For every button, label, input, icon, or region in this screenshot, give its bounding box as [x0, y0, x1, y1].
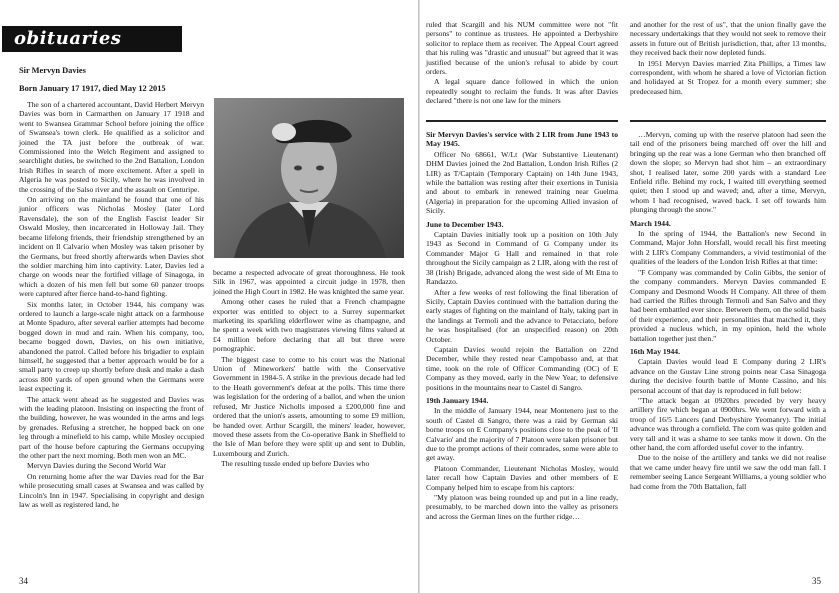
paragraph: On arriving on the mainland he found that one of his junior officers was Nicholas Mosley (later Lord Ravensdale), the son of the English Fascist leader Sir Oswald Mosley, then incarcerated in Holloway Jail. They became lifelong friends, their friendship strengthened by an incident on Il Calvario when Mosley was taken prisoner by the Germans, but freed shortly afterwards when Davies shot the soldier marching him into captivity. Later, Davies led a charge on woods near the fortified village of Sinagoga, in which a dozen of his men fell but some 60 panzer troops were captured after fierce hand-to-hand fighting.	[19, 195, 204, 299]
soldier-portrait-image	[214, 98, 404, 258]
paragraph: and another for the rest of us", that the union finally gave the necessary undertakings that they would not seek to remove their assets in future out of British jurisdiction, that, after 13 months, they received back their now depleted funds.	[630, 20, 826, 58]
column-1	[19, 100, 204, 510]
paragraph: The biggest case to come to his court was the National Union of Mineworkers' battle with the Conservative Government in 1984-5. A strike in the previous decade had led to the Heath government's defeat at the polls. This time there was legislation for the ordering of a ballot, and when the union refused, Mr Justice Nicholls imposed a £200,000 fine and ordered that the union's assets, amounting to some £9 million, be handed over. Arthur Scargill, the miners' leader, however, moved these assets from the Co-operative Bank in Sheffield to the Isle of Man before they were split up and sent to Dublin, Luxembourg and Zurich.	[213, 354, 405, 458]
column-6	[630, 130, 826, 492]
section-divider	[426, 120, 618, 122]
subheading: 16th May 1944.	[630, 346, 680, 356]
column-4	[630, 20, 826, 97]
paragraph: Captain Davies would rejoin the Battalion on 22nd December, while they rested near Campobasso and, at that time, took on the role of Officer Commanding (OC) of E Company as they moved, early in the New Year, to defensive positions in the mountains near to Castel di Sangro.	[426, 344, 618, 392]
paragraph: "My platoon was being rounded up and put in a line ready, presumably, to be marched down into the valley as prisoners and across the German lines on the further ridge…	[426, 493, 618, 521]
page-number-right: 35	[812, 576, 821, 586]
paragraph: In 1951 Mervyn Davies married Zita Phillips, a Times law correspondent, with whom he shared a love of Victorian fiction and holidayed at St Tropez for a month every summer; she predeceased him.	[630, 58, 826, 96]
subheading: 19th January 1944.	[426, 395, 489, 405]
paragraph: ruled that Scargill and his NUM committee were not "fit persons" to continue as trustees. He appointed a Derbyshire solicitor to replace them as receiver. The Appeal Court agreed that his ruling was "drastic and unusual" but agreed that it was justified because of the union's refusal to abide by court orders.	[426, 20, 618, 77]
paragraph: became a respected advocate of great thoroughness. He took Silk in 1967, was appointed a circuit judge in 1978, then joined the High Court in 1982. He was knighted the same year.	[213, 268, 405, 296]
paragraph: Officer No 68661, W/Lt (War Substantive Lieutenant) DHM Davies joined the 2nd Battalion, London Irish Rifles (2 LIR) as T/Captain (Temporary Captain) on 14th June 1943, while the battalion was resting after their exertions in Tunisia and about to embark in renewed training near Guelma (Algeria) in preparation for the upcoming Allied invasion of Sicily.	[426, 149, 618, 216]
paragraph: "F Company was commanded by Colin Gibbs, the senior of the company commanders. Mervyn Davies commanded E Company and Desmond Woods H Company. All three of them had carried the Rifles through Termoli and San Salvo and they had been embattled ever since. Between them, on the solid basis of their experience, and their personalities that matched it, they provided a nucleus which, in my opinion, held the whole battalion together just then."	[630, 267, 826, 343]
subheading: March 1944.	[630, 218, 671, 228]
paragraph: After a few weeks of rest following the final liberation of Sicily, Captain Davies continued with the battalion during the early stages of fighting on the mainland of Italy, taking part in the landings at Termoli and the advance to Petacciato, before he was hospitalised (for an unspecified reason) on 20th October.	[426, 287, 618, 344]
portrait-photo	[214, 98, 404, 258]
section-banner	[2, 26, 182, 52]
column-2	[213, 268, 405, 470]
column-5	[426, 130, 618, 522]
paragraph: Platoon Commander, Lieutenant Nicholas Mosley, would later recall how Captain Davies and other members of E Company helped him to escape from his captors:	[426, 463, 618, 492]
column-3	[426, 20, 618, 107]
paragraph: The son of a chartered accountant, David Herbert Mervyn Davies was born in Carmarthen on January 17 1918 and went to Swansea Grammar School before joining the office of Swansea's town clerk. He qualified as a solicitor and joined the TA just before the outbreak of war. Commissioned into the Welch Regiment and assigned to searchlight duties, he switched to the 2nd Battalion, London Irish Rifles in search of more excitement. After a spell in Algeria he was posted to Sicily, where he was involved in the crossing of the Salso river and the assault on Centuripe.	[19, 100, 204, 194]
paragraph: In the middle of January 1944, near Montenero just to the south of Castel di Sangro, there was a raid by German ski borne troops on E Company's positions close to the peak of 'Il Calvario' and the majority of 7 Platoon were taken prisoner but due to the prompt actions of their comrades, some were able to get away.	[426, 406, 618, 463]
paragraph: Six months later, in October 1944, his company was ordered to launch a large-scale night attack on a farmhouse at Monte Spaduro, after several earlier attempts had become bogged down in mud and rain. When his company, too, became bogged down, Davies, on his own initiative, abandoned the patrol. Called before his brigadier to explain himself, he suggested that a better approach would be for a small party to creep up shortly before dusk and make a dash across 800 yards of open ground when the Germans were least expecting it.	[19, 299, 204, 394]
paragraph: On returning home after the war Davies read for the Bar while prosecuting small cases at Swansea and was called by Lincoln's Inn in 1947. Specialising in copyright and design law as well as registered land, he	[19, 471, 204, 510]
obituary-headline: Sir Mervyn Davies	[19, 66, 86, 75]
right-page	[420, 0, 839, 593]
paragraph: …Mervyn, coming up with the reserve platoon had seen the tail end of the prisoners being marched off over the hill and bringing up the rear was a lone German who then branched off down the slope; so Mervyn had shot him – an extraordinary shot, I realised later, some 200 yards with a standard Lee Enfield rifle. Behind my rock, I waited till everything seemed quiet; then I stood up and waved; and, after a time, Mervyn, whom I had recognised, waved back. I set off towards him plunging through the snow."	[630, 130, 826, 215]
subheading: Sir Mervyn Davies's service with 2 LIR from June 1943 to May 1945.	[426, 130, 618, 149]
paragraph: "The attack began at 0920hrs preceded by very heavy artillery fire which began at 0900hrs. We went forward with a troop of 16/5 Lancers (and Derbyshire Yeomanry). The initial advance was through a cornfield. The corn was quite golden and very tall and it was a shame to see tanks mow it down. On the other hand, the corn afforded useful cover to the infantry.	[630, 395, 826, 452]
paragraph: In the spring of 1944, the Battalion's new Second in Command, Major John Horsfall, would recall his first meeting with 2 LIR's Company Commanders, a vivid testimonial of the qualities of the leaders of the London Irish Rifles at that time:	[630, 229, 826, 267]
paragraph: Captain Davies initially took up a position on 10th July 1943 as Second in Command of G Company under its Commander Major G Hall and remained in that role throughout the Sicily campaign as 2 LIR, along with the rest of 38 (Irish) Brigade, advanced along the west side of Mt Etna to Randazzo.	[426, 230, 618, 287]
paragraph: Captain Davies would lead E Company during 2 LIR's advance on the Gustav Line strong points near Casa Sinagoga during the decisive fourth battle of Monte Cassino, and his personal account of that day is reproduced in full below:	[630, 357, 826, 395]
page-number-left: 34	[19, 576, 28, 586]
obituary-dates: Born January 17 1917, died May 12 2015	[19, 84, 166, 93]
paragraph: Due to the noise of the artillery and tanks we did not realise that we came under heavy fire until we saw the odd man fall. I remember seeing Lance Sergeant Williams, a young soldier who had come from the 70th Battalion, fall	[630, 453, 826, 491]
subheading: June to December 1943.	[426, 219, 504, 229]
paragraph: The resulting tussle ended up before Davies who	[221, 459, 370, 469]
photo-caption: Mervyn Davies during the Second World War	[27, 461, 166, 471]
paragraph: Among other cases he ruled that a French champagne exporter was entitled to object to a Surrey supermarket marketing its sparkling elderflower wine as champagne, and he spent a week with two magistrates viewing films valued at £4 million before declaring that all but three were pornographic.	[213, 297, 405, 354]
left-page	[0, 0, 419, 593]
section-title: obituaries	[14, 28, 122, 49]
section-divider	[630, 120, 826, 122]
paragraph: A legal square dance followed in which the union repeatedly sought to reclaim the funds. It was after Davies declared "there is not one law for the miners	[426, 77, 618, 106]
paragraph: The attack went ahead as he suggested and Davies was with the leading platoon. Insisting on inspecting the front of the building, however, he was wounded in the arms and legs by grenades. Refusing a stretcher, he hopped back on one leg through a minefield to his camp, while Mosley occupied part of the house before capturing the Germans occupying the other part the next morning. Both men won an MC.	[19, 394, 204, 461]
